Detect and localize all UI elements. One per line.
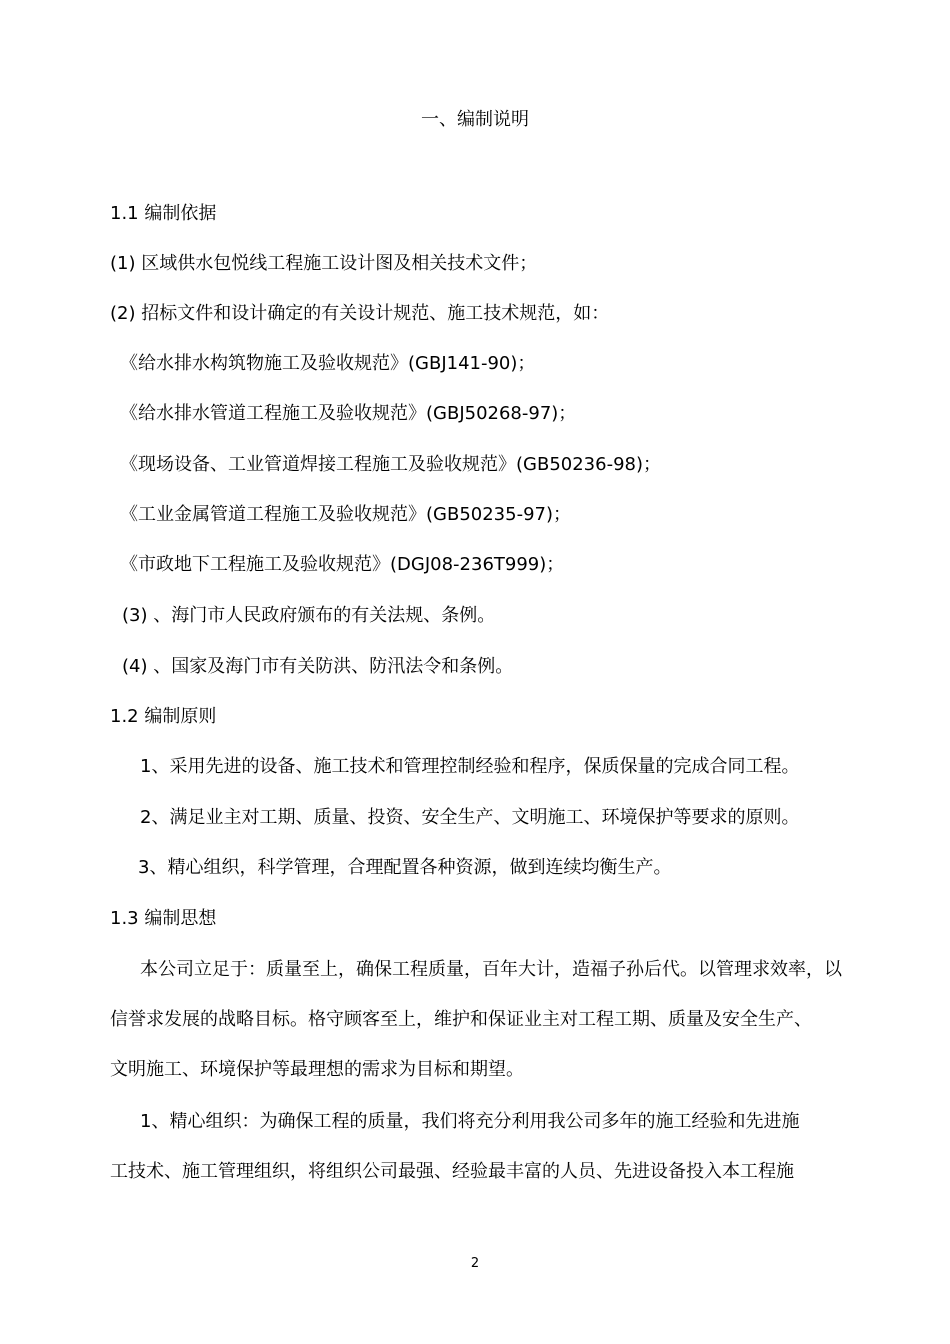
paragraph-line: 信誉求发展的战略目标。格守顾客至上，维护和保证业主对工程工期、质量及安全生产、	[110, 1009, 812, 1030]
spec-item: 《给水排水构筑物施工及验收规范》(GBJ141-90)；	[120, 353, 536, 374]
basis-item-1: (1) 区域供水包悦线工程施工设计图及相关技术文件；	[110, 253, 538, 274]
spec-item: 《工业金属管道工程施工及验收规范》(GB50235-97)；	[120, 504, 571, 525]
heading-1-1: 1.1 编制依据	[110, 203, 217, 224]
basis-item-4: (4) 、国家及海门市有关防洪、防汛法令和条例。	[122, 656, 514, 677]
paragraph-line: 1、精心组织：为确保工程的质量，我们将充分利用我公司多年的施工经验和先进施	[140, 1111, 800, 1132]
basis-item-3: (3) 、海门市人民政府颁布的有关法规、条例。	[122, 605, 496, 626]
section-title: 一、编制说明	[421, 109, 529, 130]
spec-item: 《市政地下工程施工及验收规范》(DGJ08-236T999)；	[120, 554, 565, 575]
principle-3: 3、精心组织，科学管理，合理配置各种资源，做到连续均衡生产。	[138, 857, 672, 878]
heading-1-2: 1.2 编制原则	[110, 706, 217, 727]
paragraph-line: 本公司立足于：质量至上，确保工程质量，百年大计，造福子孙后代。以管理求效率，以	[140, 959, 842, 980]
heading-1-3: 1.3 编制思想	[110, 908, 217, 929]
basis-item-2: (2) 招标文件和设计确定的有关设计规范、施工技术规范，如：	[110, 303, 610, 324]
paragraph-line: 工技术、施工管理组织，将组织公司最强、经验最丰富的人员、先进设备投入本工程施	[110, 1161, 794, 1182]
principle-1: 1、采用先进的设备、施工技术和管理控制经验和程序，保质保量的完成合同工程。	[140, 756, 800, 777]
paragraph-line: 文明施工、环境保护等最理想的需求为目标和期望。	[110, 1059, 524, 1080]
page-number: 2	[470, 1256, 480, 1271]
spec-item: 《现场设备、工业管道焊接工程施工及验收规范》(GB50236-98)；	[120, 454, 661, 475]
principle-2: 2、满足业主对工期、质量、投资、安全生产、文明施工、环境保护等要求的原则。	[140, 807, 800, 828]
spec-item: 《给水排水管道工程施工及验收规范》(GBJ50268-97)；	[120, 403, 577, 424]
